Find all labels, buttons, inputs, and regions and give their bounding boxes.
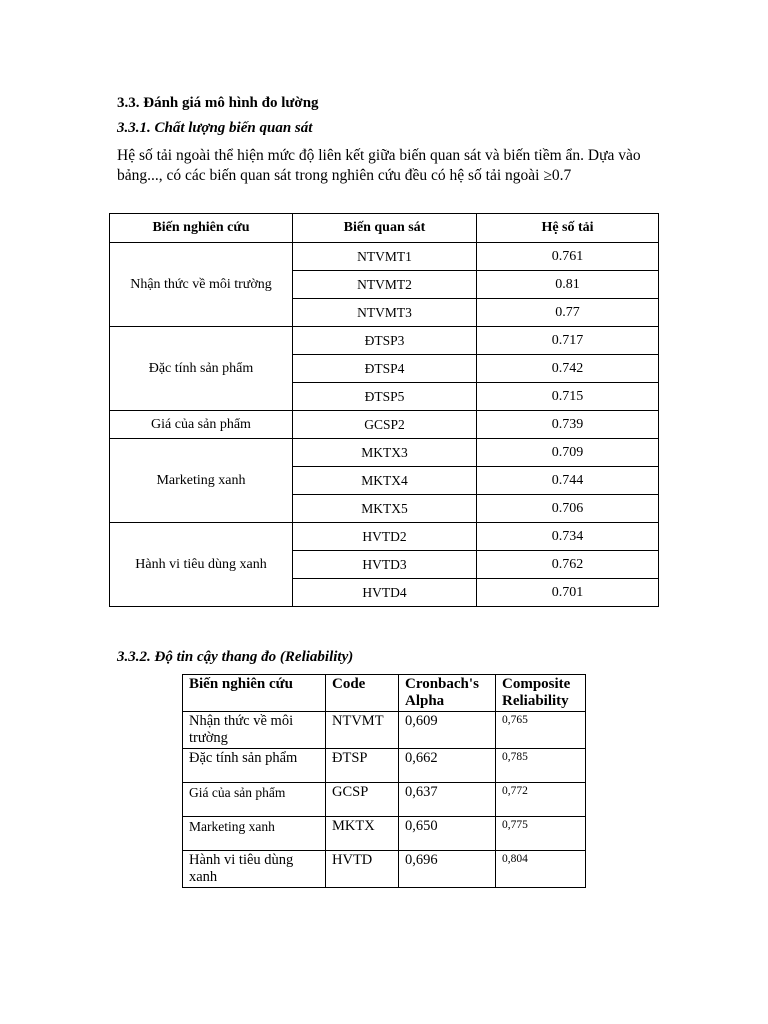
table-row (110, 327, 659, 355)
observed-variable-cell: ĐTSP5 (293, 383, 477, 411)
composite-reliability-cell: 0,804 (496, 851, 586, 888)
construct-cell: Giá của sản phẩm (110, 411, 293, 439)
observed-variable-cell: MKTX4 (293, 467, 477, 495)
loading-factor-table (109, 213, 659, 607)
loading-cell: 0.744 (477, 467, 659, 495)
construct-cell: Nhận thức về môi trường (183, 712, 326, 749)
observed-variable-cell: HVTD2 (293, 523, 477, 551)
observed-variable-cell: MKTX5 (293, 495, 477, 523)
code-cell: MKTX (326, 817, 399, 851)
table-row (110, 243, 659, 271)
composite-reliability-cell: 0,765 (496, 712, 586, 749)
code-cell: ĐTSP (326, 749, 399, 783)
construct-cell: Hành vi tiêu dùng xanh (183, 851, 326, 888)
col-header-cronbach-alpha: Cronbach's Alpha (399, 675, 496, 712)
table-row (183, 749, 586, 783)
construct-cell: Đặc tính sản phẩm (183, 749, 326, 783)
construct-cell: Nhận thức về môi trường (110, 243, 293, 327)
construct-cell: Marketing xanh (110, 439, 293, 523)
table-row (183, 817, 586, 851)
table-row (110, 439, 659, 467)
composite-reliability-cell: 0,785 (496, 749, 586, 783)
loading-cell: 0.715 (477, 383, 659, 411)
reliability-table (182, 674, 586, 888)
loading-cell: 0.717 (477, 327, 659, 355)
loading-cell: 0.81 (477, 271, 659, 299)
loading-cell: 0.762 (477, 551, 659, 579)
loading-cell: 0.709 (477, 439, 659, 467)
col-header-code: Code (326, 675, 399, 712)
construct-cell: Giá của sản phẩm (183, 783, 326, 817)
construct-cell: Marketing xanh (183, 817, 326, 851)
cronbach-alpha-cell: 0,696 (399, 851, 496, 888)
cronbach-alpha-cell: 0,609 (399, 712, 496, 749)
col-header-loading: Hệ số tải (477, 214, 659, 243)
col-header-composite-reliability: Composite Reliability (496, 675, 586, 712)
cronbach-alpha-cell: 0,637 (399, 783, 496, 817)
table-row (183, 851, 586, 888)
observed-variable-cell: GCSP2 (293, 411, 477, 439)
loading-cell: 0.77 (477, 299, 659, 327)
observed-variable-cell: ĐTSP4 (293, 355, 477, 383)
table-row (183, 783, 586, 817)
col-header-observed-variable: Biến quan sát (293, 214, 477, 243)
subsection-heading-reliability: 3.3.2. Độ tin cậy thang đo (Reliability) (117, 649, 354, 665)
table-row (183, 712, 586, 749)
construct-cell: Hành vi tiêu dùng xanh (110, 523, 293, 607)
observed-variable-cell: HVTD4 (293, 579, 477, 607)
section-heading: 3.3. Đánh giá mô hình đo lường (117, 95, 319, 111)
composite-reliability-cell: 0,775 (496, 817, 586, 851)
observed-variable-cell: MKTX3 (293, 439, 477, 467)
observed-variable-cell: NTVMT2 (293, 271, 477, 299)
loading-cell: 0.742 (477, 355, 659, 383)
table-row (110, 411, 659, 439)
loading-cell: 0.734 (477, 523, 659, 551)
observed-variable-cell: NTVMT3 (293, 299, 477, 327)
loading-cell: 0.761 (477, 243, 659, 271)
body-paragraph: Hệ số tải ngoài thể hiện mức độ liên kết giữa biến quan sát và biến tiềm ẩn. Dựa vào bảng..., có các biến quan sát trong nghiên cứu đều có hệ số tải ngoài ≥0.7 (117, 147, 641, 184)
cronbach-alpha-cell: 0,662 (399, 749, 496, 783)
loading-cell: 0.701 (477, 579, 659, 607)
observed-variable-cell: NTVMT1 (293, 243, 477, 271)
table-row (110, 523, 659, 551)
code-cell: NTVMT (326, 712, 399, 749)
code-cell: HVTD (326, 851, 399, 888)
col-header-construct: Biến nghiên cứu (110, 214, 293, 243)
construct-cell: Đặc tính sản phẩm (110, 327, 293, 411)
observed-variable-cell: HVTD3 (293, 551, 477, 579)
loading-cell: 0.739 (477, 411, 659, 439)
cronbach-alpha-cell: 0,650 (399, 817, 496, 851)
composite-reliability-cell: 0,772 (496, 783, 586, 817)
code-cell: GCSP (326, 783, 399, 817)
subsection-heading-observed-variables: 3.3.1. Chất lượng biến quan sát (117, 120, 313, 136)
loading-cell: 0.706 (477, 495, 659, 523)
col-header-construct: Biến nghiên cứu (183, 675, 326, 712)
observed-variable-cell: ĐTSP3 (293, 327, 477, 355)
